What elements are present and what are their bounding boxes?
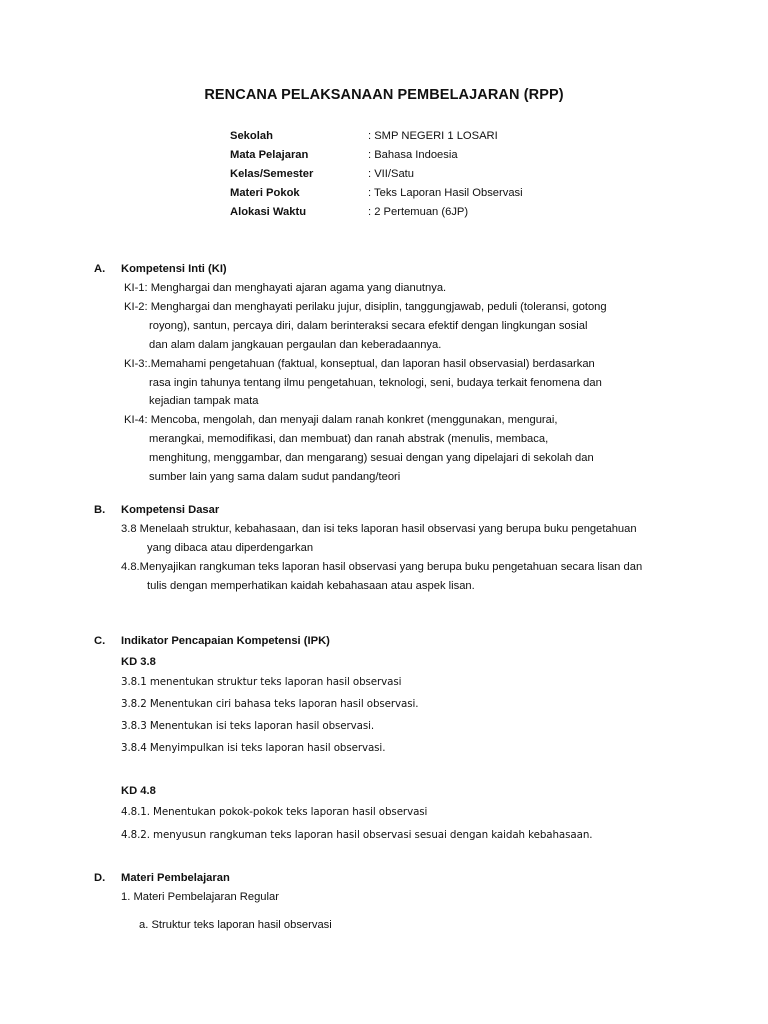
identity-label-subject: Mata Pelajaran bbox=[230, 149, 309, 161]
section-d-letter: D. bbox=[94, 872, 106, 884]
ki-line: merangkai, memodifikasi, dan membuat) dan ranah abstrak (menulis, membaca, bbox=[149, 433, 549, 445]
section-d-title: Materi Pembelajaran bbox=[121, 872, 230, 884]
indicator-item: 3.8.1 menentukan struktur teks laporan hasil observasi bbox=[121, 676, 402, 688]
indicator-item: 4.8.2. menyusun rangkuman teks laporan hasil observasi sesuai dengan kaidah kebahasaan. bbox=[121, 829, 593, 841]
section-a-letter: A. bbox=[94, 263, 106, 275]
kd-heading: KD 3.8 bbox=[121, 656, 156, 668]
indicator-item: 3.8.4 Menyimpulkan isi teks laporan hasil observasi. bbox=[121, 742, 386, 754]
ki-line: sumber lain yang sama dalam sudut pandang/teori bbox=[149, 471, 401, 483]
ki-line: rasa ingin tahunya tentang ilmu pengetahuan, teknologi, seni, budaya terkait fenomena dan bbox=[149, 377, 602, 389]
ki-line: KI-4: Mencoba, mengolah, dan menyaji dalam ranah konkret (menggunakan, mengurai, bbox=[124, 414, 558, 426]
identity-value-school: : SMP NEGERI 1 LOSARI bbox=[368, 130, 498, 142]
identity-value-topic: : Teks Laporan Hasil Observasi bbox=[368, 187, 523, 199]
ki-line: KI-3:.Memahami pengetahuan (faktual, konseptual, dan laporan hasil observasial) berdasarkan bbox=[124, 358, 595, 370]
identity-value-time: : 2 Pertemuan (6JP) bbox=[368, 206, 469, 218]
identity-value-class: : VII/Satu bbox=[368, 168, 415, 180]
kd-line: yang dibaca atau diperdengarkan bbox=[147, 542, 314, 554]
ki-line: menghitung, menggambar, dan mengarang) sesuai dengan yang dipelajari di sekolah dan bbox=[149, 452, 594, 464]
identity-value-subject: : Bahasa Indoesia bbox=[368, 149, 458, 161]
kd-line: 3.8 Menelaah struktur, kebahasaan, dan isi teks laporan hasil observasi yang berupa buku pengetahuan bbox=[121, 523, 637, 535]
ki-line: dan alam dalam jangkauan pergaulan dan keberadaannya. bbox=[149, 339, 442, 351]
indicator-item: 3.8.2 Menentukan ciri bahasa teks laporan hasil observasi. bbox=[121, 698, 419, 710]
section-c-title: Indikator Pencapaian Kompetensi (IPK) bbox=[121, 635, 330, 647]
ki-line: kejadian tampak mata bbox=[149, 395, 259, 407]
identity-label-time: Alokasi Waktu bbox=[230, 206, 307, 218]
section-c-letter: C. bbox=[94, 635, 106, 647]
kd-line: tulis dengan memperhatikan kaidah kebahasaan atau aspek lisan. bbox=[147, 580, 475, 592]
kd-line: 4.8.Menyajikan rangkuman teks laporan hasil observasi yang berupa buku pengetahuan secara lisan dan bbox=[121, 561, 643, 573]
document-title: RENCANA PELAKSANAAN PEMBELAJARAN (RPP) bbox=[204, 87, 564, 103]
indicator-item: 4.8.1. Menentukan pokok-pokok teks laporan hasil observasi bbox=[121, 806, 428, 818]
section-b-letter: B. bbox=[94, 504, 106, 516]
ki-line: KI-1: Menghargai dan menghayati ajaran agama yang dianutnya. bbox=[124, 282, 447, 294]
material-item: 1. Materi Pembelajaran Regular bbox=[121, 891, 279, 903]
section-b-title: Kompetensi Dasar bbox=[121, 504, 220, 516]
kd-heading: KD 4.8 bbox=[121, 785, 156, 797]
indicator-item: 3.8.3 Menentukan isi teks laporan hasil observasi. bbox=[121, 720, 375, 732]
identity-label-school: Sekolah bbox=[230, 130, 273, 142]
material-subitem: a. Struktur teks laporan hasil observasi bbox=[139, 919, 332, 931]
section-a-title: Kompetensi Inti (KI) bbox=[121, 263, 227, 275]
identity-label-topic: Materi Pokok bbox=[230, 187, 300, 199]
ki-line: KI-2: Menghargai dan menghayati perilaku jujur, disiplin, tanggungjawab, peduli (toleransi, gotong bbox=[124, 301, 607, 313]
ki-line: royong), santun, percaya diri, dalam berinteraksi secara efektif dengan lingkungan sosial bbox=[149, 320, 588, 332]
identity-label-class: Kelas/Semester bbox=[230, 168, 314, 180]
